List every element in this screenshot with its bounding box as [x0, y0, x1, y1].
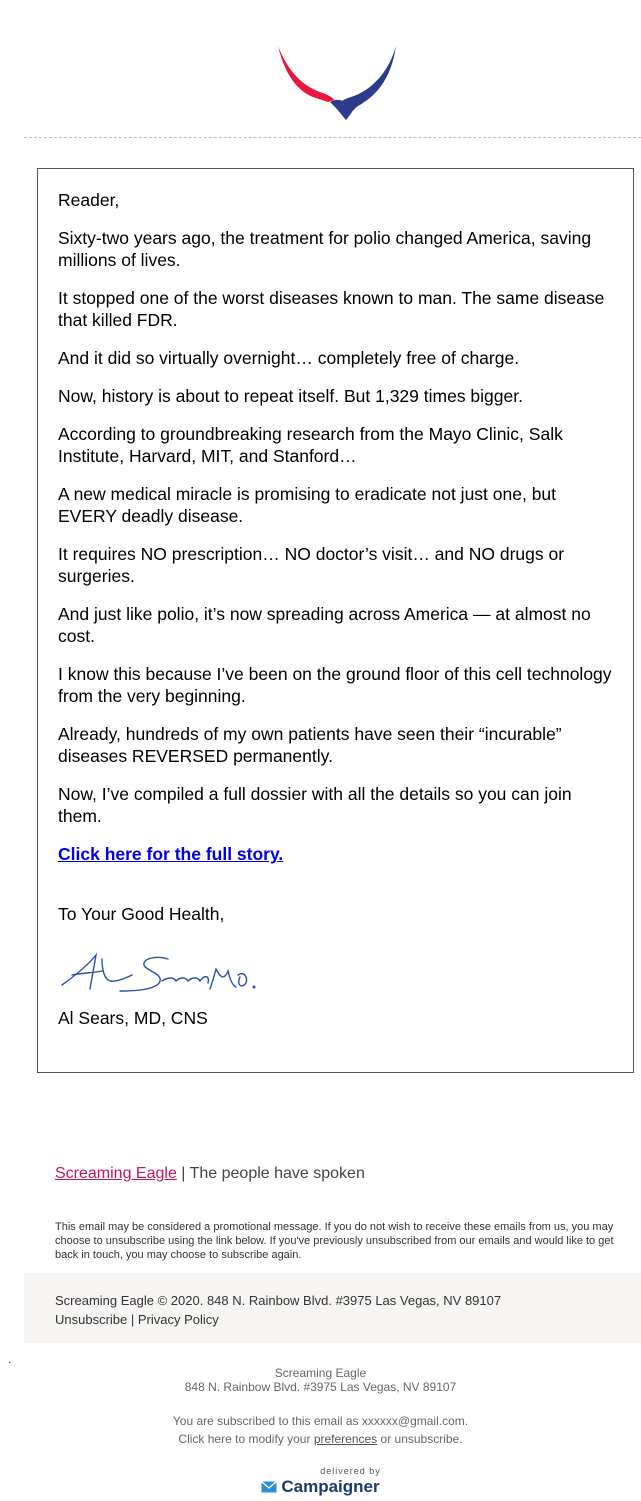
- privacy-policy-link[interactable]: Privacy Policy: [137, 1312, 219, 1327]
- paragraph-6: A new medical miracle is promising to eradicate not just one, but EVERY deadly disease.: [58, 484, 557, 526]
- delivered-by-badge[interactable]: [0, 1466, 641, 1498]
- modify-line: [0, 1432, 641, 1446]
- paragraph-4: Now, history is about to repeat itself. But 1,329 times bigger.: [58, 386, 523, 406]
- paragraph-11: Now, I’ve compiled a full dossier with all the details so you can join them.: [58, 784, 572, 826]
- signer-name: Al Sears, MD, CNS: [58, 1008, 208, 1028]
- stray-dot: .: [8, 1352, 12, 1366]
- paragraph-3: And it did so virtually overnight… completely free of charge.: [58, 348, 520, 368]
- delivered-by-text: delivered by: [320, 1466, 381, 1476]
- subscribed-text: You are subscribed to this email as xxxxxx@gmail.com.: [172, 1414, 469, 1428]
- envelope-icon: [261, 1481, 277, 1493]
- copyright-address: Screaming Eagle © 2020. 848 N. Rainbow Blvd. #3975 Las Vegas, NV 89107: [55, 1293, 502, 1308]
- closing: To Your Good Health,: [58, 904, 225, 924]
- preferences-link[interactable]: preferences: [313, 1432, 378, 1446]
- letter-body: [58, 189, 618, 1045]
- bottom-address: 848 N. Rainbow Blvd. #3975 Las Vegas, NV 89107: [184, 1380, 457, 1394]
- paragraph-5: According to groundbreaking research from the Mayo Clinic, Salk Institute, Harvard, MIT, and Stanford…: [58, 424, 563, 466]
- greeting: Reader,: [58, 190, 120, 210]
- campaigner-logo-text: Campaigner: [281, 1477, 380, 1496]
- modify-suffix: or unsubscribe.: [377, 1432, 463, 1446]
- header-divider: [24, 137, 641, 138]
- bottom-footer: [0, 1366, 641, 1446]
- tagline-text: | The people have spoken: [176, 1165, 365, 1182]
- letter-box: [37, 168, 634, 1073]
- brand-link[interactable]: Screaming Eagle: [55, 1165, 177, 1182]
- modify-prefix: Click here to modify your: [178, 1432, 314, 1446]
- footer-tagline: [55, 1165, 365, 1183]
- signature-icon: [58, 951, 258, 997]
- unsubscribe-link[interactable]: Unsubscribe: [55, 1312, 128, 1327]
- bottom-company: Screaming Eagle: [274, 1366, 367, 1380]
- disclaimer: This email may be considered a promotional message. If you do not wish to receive these emails from us, you may choose to unsubscribe using the link below. If you've previously unsubscribed from our emails and would like to get back in touch, you may choose to subscribe again.: [55, 1221, 614, 1261]
- paragraph-8: And just like polio, it’s now spreading across America — at almost no cost.: [58, 604, 591, 646]
- address-band: [24, 1273, 641, 1343]
- paragraph-2: It stopped one of the worst diseases known to man. The same disease that killed FDR.: [58, 288, 605, 330]
- paragraph-1: Sixty-two years ago, the treatment for polio changed America, saving millions of lives.: [58, 228, 592, 270]
- link-separator: |: [127, 1312, 138, 1327]
- paragraph-10: Already, hundreds of my own patients have seen their “incurable” diseases REVERSED permanently.: [58, 724, 562, 766]
- paragraph-9: I know this because I’ve been on the ground floor of this cell technology from the very beginning.: [58, 664, 612, 706]
- full-story-link[interactable]: Click here for the full story.: [58, 844, 284, 864]
- paragraph-7: It requires NO prescription… NO doctor’s visit… and NO drugs or surgeries.: [58, 544, 565, 586]
- eagle-logo-icon: [276, 44, 398, 122]
